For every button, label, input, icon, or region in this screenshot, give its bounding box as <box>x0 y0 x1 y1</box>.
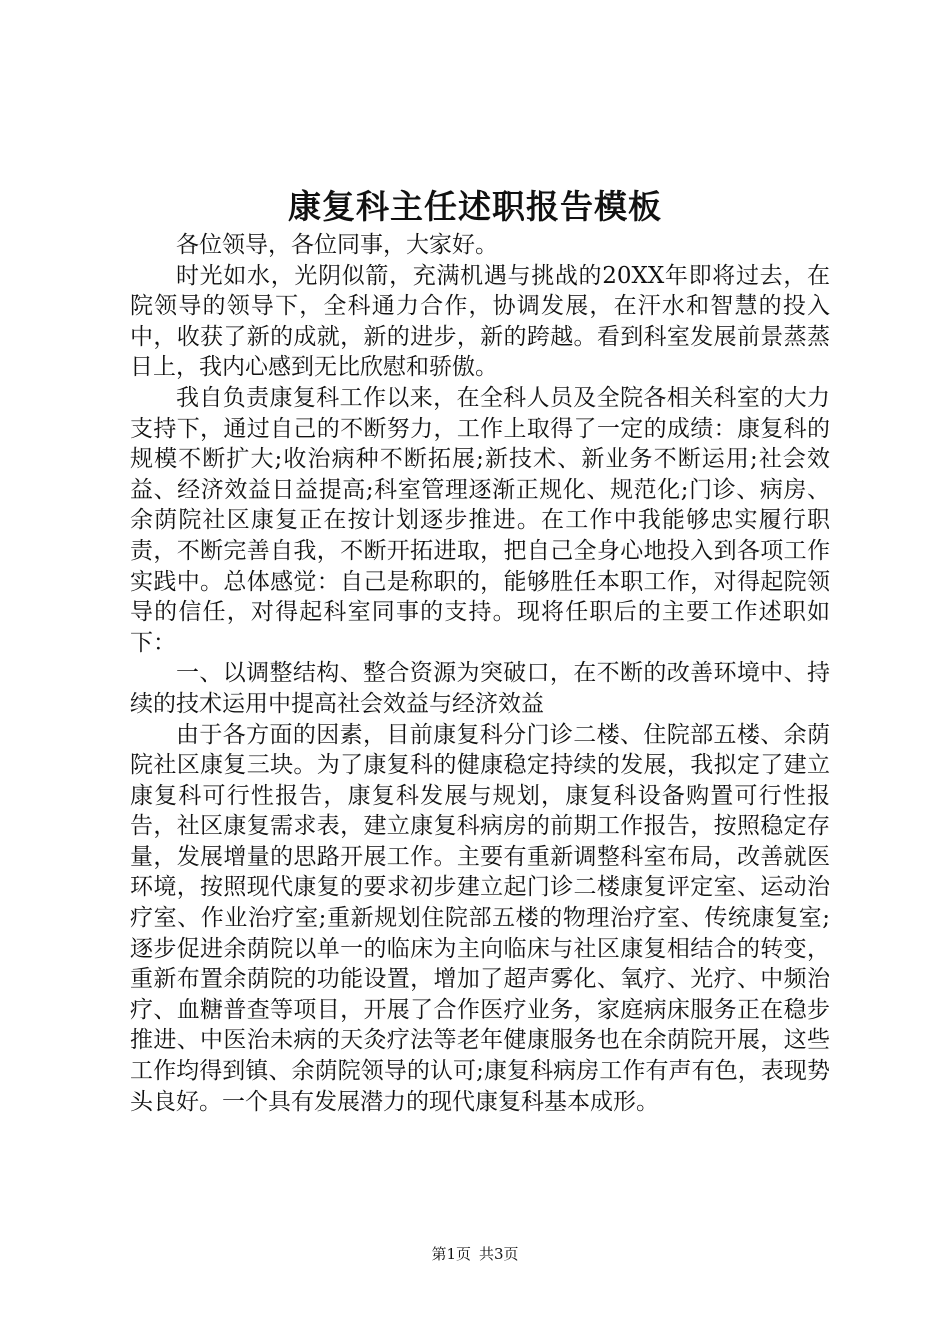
document-body <box>130 230 830 1117</box>
page-total: 共3页 <box>479 1245 519 1263</box>
section-heading-1: 一、以调整结构、整合资源为突破口，在不断的改善环境中、持续的技术运用中提高社会效益与经济效益 <box>130 660 830 717</box>
page-footer <box>0 1244 950 1264</box>
paragraph-greeting: 各位领导，各位同事，大家好。 <box>176 232 498 258</box>
page-number: 第1页 <box>431 1245 471 1263</box>
paragraph-intro: 时光如水，光阴似箭，充满机遇与挑战的20XX年即将过去，在院领导的领导下，全科通力合作，协调发展，在汗水和智慧的投入中，收获了新的成就，新的进步，新的跨越。看到科室发展前景蒸蒸日上，我内心感到无比欣慰和骄傲。 <box>130 262 830 381</box>
paragraph-summary: 我自负责康复科工作以来，在全科人员及全院各相关科室的大力支持下，通过自己的不断努力，工作上取得了一定的成绩：康复科的规模不断扩大;收治病种不断拓展;新技术、新业务不断运用;社会效益、经济效益日益提高;科室管理逐渐正规化、规范化;门诊、病房、余荫院社区康复正在按计划逐步推进。在工作中我能够忠实履行职责，不断完善自我，不断开拓进取，把自己全身心地投入到各项工作实践中。总体感觉：自己是称职的，能够胜任本职工作，对得起院领导的信任，对得起科室同事的支持。现将任职后的主要工作述职如下： <box>130 384 830 656</box>
document-title: 康复科主任述职报告模板 <box>288 187 662 226</box>
paragraph-section-1: 由于各方面的因素，目前康复科分门诊二楼、住院部五楼、余荫院社区康复三块。为了康复科的健康稳定持续的发展，我拟定了建立康复科可行性报告，康复科发展与规划，康复科设备购置可行性报告，社区康复需求表，建立康复科病房的前期工作报告，按照稳定存量，发展增量的思路开展工作。主要有重新调整科室布局，改善就医环境，按照现代康复的要求初步建立起门诊二楼康复评定室、运动治疗室、作业治疗室;重新规划住院部五楼的物理治疗室、传统康复室;逐步促进余荫院以单一的临床为主向临床与社区康复相结合的转变，重新布置余荫院的功能设置，增加了超声雾化、氧疗、光疗、中频治疗、血糖普查等项目，开展了合作医疗业务，家庭病床服务正在稳步推进、中医治未病的天灸疗法等老年健康服务也在余荫院开展，这些工作均得到镇、余荫院领导的认可;康复科病房工作有声有色，表现势头良好。一个具有发展潜力的现代康复科基本成形。 <box>130 721 830 1115</box>
